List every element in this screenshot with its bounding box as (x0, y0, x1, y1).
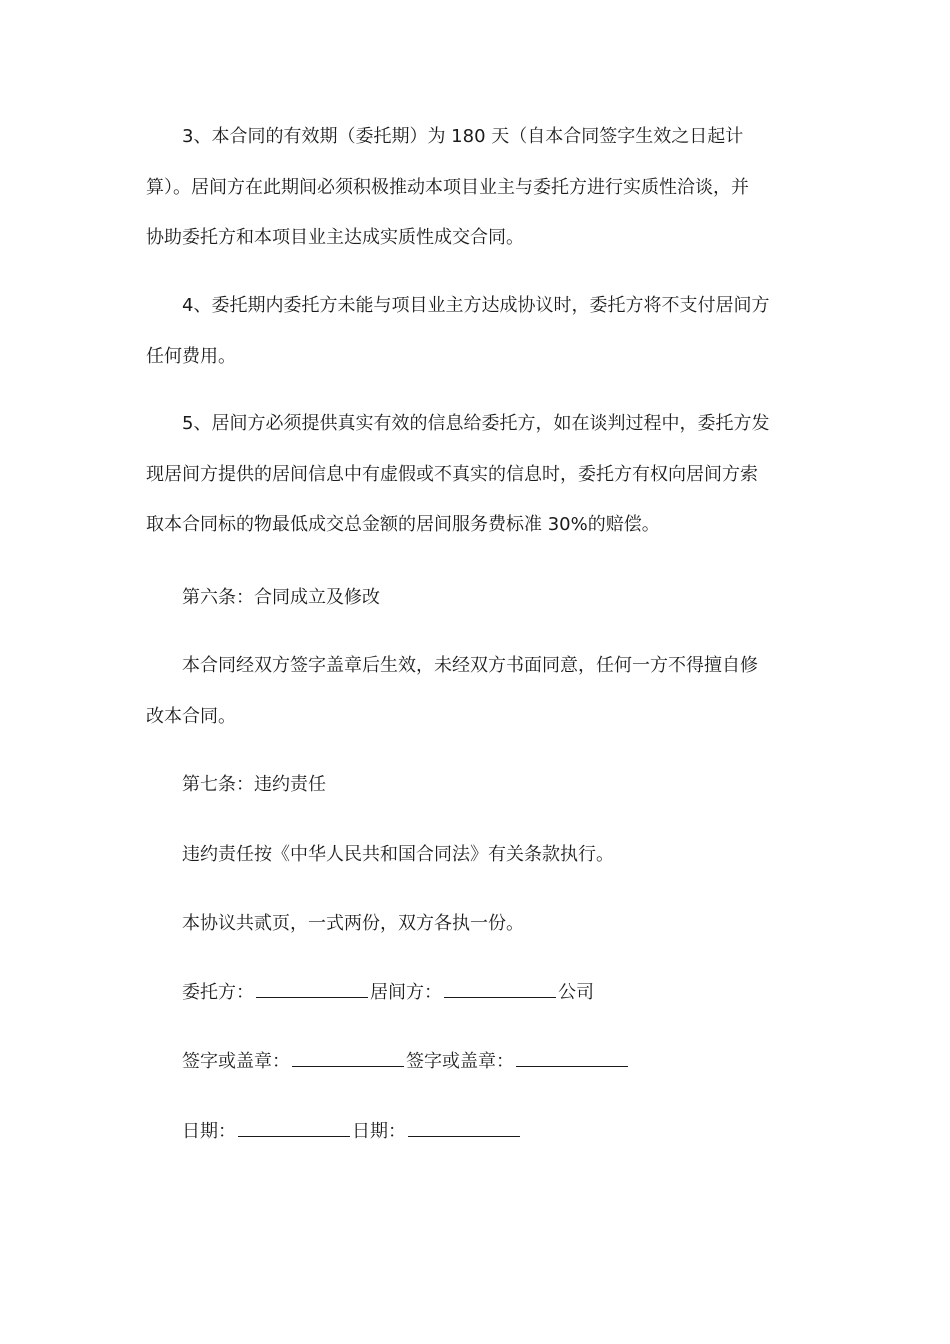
clause-3-line-2: 算）。居间方在此期间必须积极推动本项目业主与委托方进行实质性洽谈，并 (146, 177, 749, 198)
client-signature-field[interactable] (292, 1050, 404, 1067)
sign-label-client: 签字或盖章： (182, 1051, 290, 1072)
sign-label-broker: 签字或盖章： (406, 1051, 514, 1072)
article-7-body: 违约责任按《中华人民共和国合同法》有关条款执行。 (182, 844, 614, 865)
article-6-line-2: 改本合同。 (146, 706, 236, 727)
article-7-heading: 第七条：违约责任 (182, 774, 326, 795)
client-date-field[interactable] (238, 1120, 350, 1137)
clause-4-line-1: 4、委托期内委托方未能与项目业主方达成协议时，委托方将不支付居间方 (182, 295, 770, 316)
broker-date-field[interactable] (408, 1120, 520, 1137)
signature-line (182, 1050, 630, 1074)
client-label: 委托方： (182, 982, 254, 1003)
broker-label: 居间方： (370, 982, 442, 1003)
article-6-line-1: 本合同经双方签字盖章后生效，未经双方书面同意，任何一方不得擅自修 (182, 655, 758, 676)
clause-3-line-1: 3、本合同的有效期（委托期）为 180 天（自本合同签字生效之日起计 (182, 126, 744, 147)
broker-suffix: 公司 (558, 982, 594, 1003)
date-label-broker: 日期： (352, 1121, 406, 1142)
broker-signature-field[interactable] (516, 1050, 628, 1067)
broker-name-field[interactable] (444, 981, 556, 998)
article-6-heading: 第六条：合同成立及修改 (182, 587, 380, 608)
clause-3-line-3: 协助委托方和本项目业主达成实质性成交合同。 (146, 227, 524, 248)
date-label-client: 日期： (182, 1121, 236, 1142)
party-line (182, 981, 594, 1005)
client-name-field[interactable] (256, 981, 368, 998)
clause-4-line-2: 任何费用。 (146, 346, 236, 367)
clause-5-line-1: 5、居间方必须提供真实有效的信息给委托方，如在谈判过程中，委托方发 (182, 413, 770, 434)
clause-5-line-3: 取本合同标的物最低成交总金额的居间服务费标准 30%的赔偿。 (146, 514, 660, 535)
copies-note: 本协议共贰页，一式两份，双方各执一份。 (182, 913, 524, 934)
date-line (182, 1120, 522, 1144)
clause-5-line-2: 现居间方提供的居间信息中有虚假或不真实的信息时，委托方有权向居间方索 (146, 464, 758, 485)
